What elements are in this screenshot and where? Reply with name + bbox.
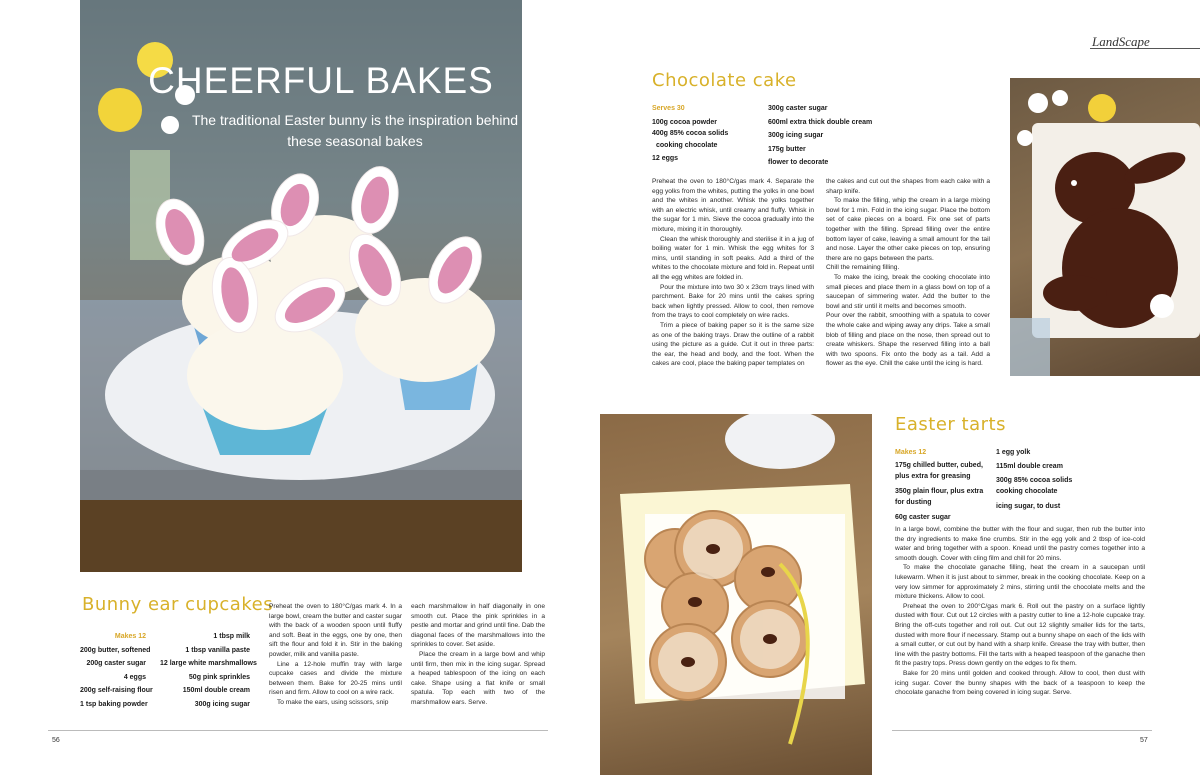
bunny-ingredients-col2 bbox=[160, 630, 257, 711]
chocolate-cake-title: Chocolate cake bbox=[652, 70, 797, 91]
ingredient: 100g cocoa powder bbox=[652, 118, 717, 126]
ingredient: 300g icing sugar bbox=[768, 132, 824, 139]
method-paragraph: To make the filling, whip the cream in a large mixing bowl for 1 min. Fold in the icing sugar. Place the bottom set of cake pieces on a board. Fix one set of parts together with the filling. Spread filling over the entire bottom layer of cake, leaving a small amount for the tail and nose. Layer the other cake pieces on top, ensuring there are no gaps between the parts. bbox=[826, 197, 990, 262]
ingredient: 115ml double cream bbox=[996, 462, 1063, 470]
ingredient: 400g 85% cocoa solids bbox=[652, 130, 729, 137]
method-paragraph: To make the chocolate ganache filling, heat the cream in a saucepan until lukewarm. When it is just about to simmer, break in the cooking chocolate. Keep on a very low simmer for approximately 2 mins, stirring until the chocolate melts and the mixture thickens. Allow to cool. bbox=[895, 564, 1145, 601]
method-paragraph: Bake for 20 mins until golden and cooked through. Allow to cool, then dust with icing sugar. Cover the bunny shapes with the back of a teaspoon to keep the chocolate ganache from being covered in icing sugar. Serve. bbox=[895, 669, 1145, 697]
ingredient: for dusting bbox=[895, 498, 932, 506]
bunny-method-col1 bbox=[269, 602, 402, 708]
method-paragraph: Preheat the oven to 180°C/gas mark 4. In a large bowl, cream the butter and caster sugar with the back of a wooden spoon until fluffy and soft. Beat in the eggs, one by one, then sift the flour and fold it in. Stir in the baking powder, milk and vanilla paste. bbox=[269, 603, 402, 658]
method-paragraph: the cakes and cut out the shapes from each cake with a sharp knife. bbox=[826, 178, 990, 195]
easter-tarts-photo bbox=[600, 414, 872, 775]
method-paragraph: Pour over the rabbit, smoothing with a spatula to cover the whole cake and wiping away any drips. Take a small blob of filling and place on the nose, then spread out to create whiskers. Shape the reserved filling into a ball with two spoons. Fix onto the body as a tail. Add a flower as the eye. Chill the cake until the icing is hard. bbox=[826, 312, 990, 368]
ingredient: 150ml double cream bbox=[182, 687, 250, 694]
ingredient: 12 large white marshmallows bbox=[160, 660, 257, 667]
method-paragraph: Place the cream in a large bowl and whip until firm, then mix in the icing sugar. Spread a heaped tablespoon of the icing on each cake. Shape using a flat knife or small spatula. Top each with two of the marshmallow ears. Serve. bbox=[411, 650, 545, 706]
ingredient: 350g plain flour, plus extra bbox=[895, 487, 984, 495]
ingredient: flower to decorate bbox=[768, 159, 829, 166]
ingredient: 300g caster sugar bbox=[768, 105, 828, 112]
ingredient: 175g chilled butter, cubed, bbox=[895, 461, 983, 469]
bunny-ingredients-col1 bbox=[80, 630, 153, 711]
ingredient: 1 egg yolk bbox=[996, 449, 1031, 456]
serves-label: Serves 30 bbox=[652, 105, 685, 112]
ingredient: 300g icing sugar bbox=[194, 700, 250, 708]
ingredient: 1 tbsp vanilla paste bbox=[185, 646, 250, 654]
method-paragraph: Clean the whisk thoroughly and sterilise it in a jug of boiling water for 1 min. Whisk the egg whites for 3 mins, until standing in soft peaks. Add a third of the whites to the chocolate mixture and fold in. Repeat until all the egg whites are folded in. bbox=[652, 235, 814, 281]
ingredient: 300g 85% cocoa solids bbox=[996, 477, 1073, 484]
ingredient: 60g caster sugar bbox=[895, 513, 951, 521]
method-paragraph: Preheat the oven to 180°C/gas mark 4. Separate the egg yolks from the whites, putting the yolks in one bowl and the whites in another. Whisk the yolks together with an electric whisk, until creamy and fluffy. Whisk in the sugar for 1 min. Sieve the cocoa gradually into the mixture, mixing it in thoroughly. bbox=[652, 178, 814, 233]
ingredient: plus extra for greasing bbox=[895, 472, 971, 480]
method-paragraph: In a large bowl, combine the butter with the flour and sugar, then rub the butter into the dry ingredients to make fine crumbs. Stir in the egg yolk and 2 tbsp of ice-cold water and bring together with a spoon. Knead until the pastry comes together into a smooth dough. Cover with cling film and chill for 20 mins. bbox=[895, 526, 1145, 562]
ingredient: 1 tbsp milk bbox=[213, 633, 250, 640]
method-paragraph: Chill the remaining filling. bbox=[826, 264, 900, 272]
ingredient: 175g butter bbox=[768, 145, 806, 153]
tarts-ingredients-col2 bbox=[996, 446, 1072, 514]
method-paragraph: Preheat the oven to 200°C/gas mark 6. Roll out the pastry on a surface lightly dusted with flour. Cut out 12 circles with a pastry cutter to line a 12-hole cupcake tray. Bring the off-cuts together and roll out. Cut out 12 slightly smaller lids for the tarts, dusted with more flour if necessary. Stamp out a bunny shape on each of the lids with a small cutter, or cut out by hand with a sharp knife. Grease the tray with butter, then line with the pastry bottoms. Fill the tarts with a heaped teaspoon of the ganache then fit the pastry tops. Press down gently on the edges to fix them. bbox=[895, 602, 1145, 668]
method-paragraph: To make the icing, break the cooking chocolate into small pieces and place them in a glass bowl on top of a saucepan of simmering water. Add the butter to the bowl and stir until it melts and becomes smooth. bbox=[826, 273, 990, 310]
tarts-method bbox=[895, 525, 1145, 698]
feature-title: CHEERFUL BAKES bbox=[148, 60, 494, 101]
bunny-cupcakes-title: Bunny ear cupcakes bbox=[82, 594, 274, 615]
easter-tarts-title: Easter tarts bbox=[895, 414, 1006, 435]
chocolate-method-col1 bbox=[652, 177, 814, 369]
footer-rule-right bbox=[892, 730, 1152, 731]
tarts-illustration bbox=[600, 414, 872, 775]
method-paragraph: Line a 12-hole muffin tray with large cupcake cases and divide the mixture between them. Bake for 20-25 mins until risen and firm. Allow to cool on a wire rack. bbox=[269, 660, 402, 697]
ingredient: 50g pink sprinkles bbox=[188, 673, 250, 681]
bunny-method-col2 bbox=[411, 602, 545, 708]
makes-label: Makes 12 bbox=[114, 633, 146, 640]
ingredient: cooking chocolate bbox=[656, 142, 718, 149]
method-paragraph: To make the ears, using scissors, snip bbox=[277, 698, 389, 706]
chocolate-ingredients-col2 bbox=[768, 102, 872, 170]
makes-label: Makes 12 bbox=[895, 449, 927, 456]
chocolate-method-col2 bbox=[826, 177, 990, 369]
page-number-right: 57 bbox=[1140, 737, 1148, 744]
ingredient: 600ml extra thick double cream bbox=[768, 118, 873, 126]
tarts-ingredients-col1 bbox=[895, 446, 983, 524]
ingredient: 1 tsp baking powder bbox=[80, 700, 148, 708]
feature-subtitle: The traditional Easter bunny is the inspiration behind these seasonal bakes bbox=[191, 112, 519, 149]
method-paragraph: each marshmallow in half diagonally in one smooth cut. Place the pink sprinkles in a pestle and mortar and grind until fine. Dab the diagonal faces of the marshmallows into the sprinkles to cover. Set aside. bbox=[411, 603, 545, 649]
chocolate-ingredients-col1 bbox=[652, 102, 728, 166]
ingredient: 200g caster sugar bbox=[86, 660, 146, 667]
method-paragraph: Pour the mixture into two 30 x 23cm trays lined with parchment. Bake for 20 mins until the cakes spring back when lightly pressed. Allow to cool, then remove from the trays to cool completely on wire racks. bbox=[652, 283, 814, 320]
ingredient: 200g butter, softened bbox=[80, 646, 151, 654]
method-paragraph: Trim a piece of baking paper so it is the same size as one of the baking trays. Draw the outline of a rabbit using the picture as a guide. Cut it out in three parts: the ear, the head and body, and the foot. When the cakes are cool, place the baking paper templates on bbox=[652, 321, 814, 368]
bunny-cake-illustration bbox=[1010, 78, 1200, 376]
ingredient: icing sugar, to dust bbox=[996, 503, 1061, 510]
footer-rule-left bbox=[48, 730, 548, 731]
page-number-left: 56 bbox=[52, 737, 60, 744]
chocolate-bunny-cake-photo bbox=[1010, 78, 1200, 376]
ingredient: 12 eggs bbox=[652, 155, 679, 162]
ingredient: 4 eggs bbox=[123, 673, 146, 681]
ingredient: cooking chocolate bbox=[996, 488, 1058, 495]
ingredient: 200g self-raising flour bbox=[80, 687, 153, 694]
brand-logo: LandScape bbox=[1092, 34, 1150, 49]
